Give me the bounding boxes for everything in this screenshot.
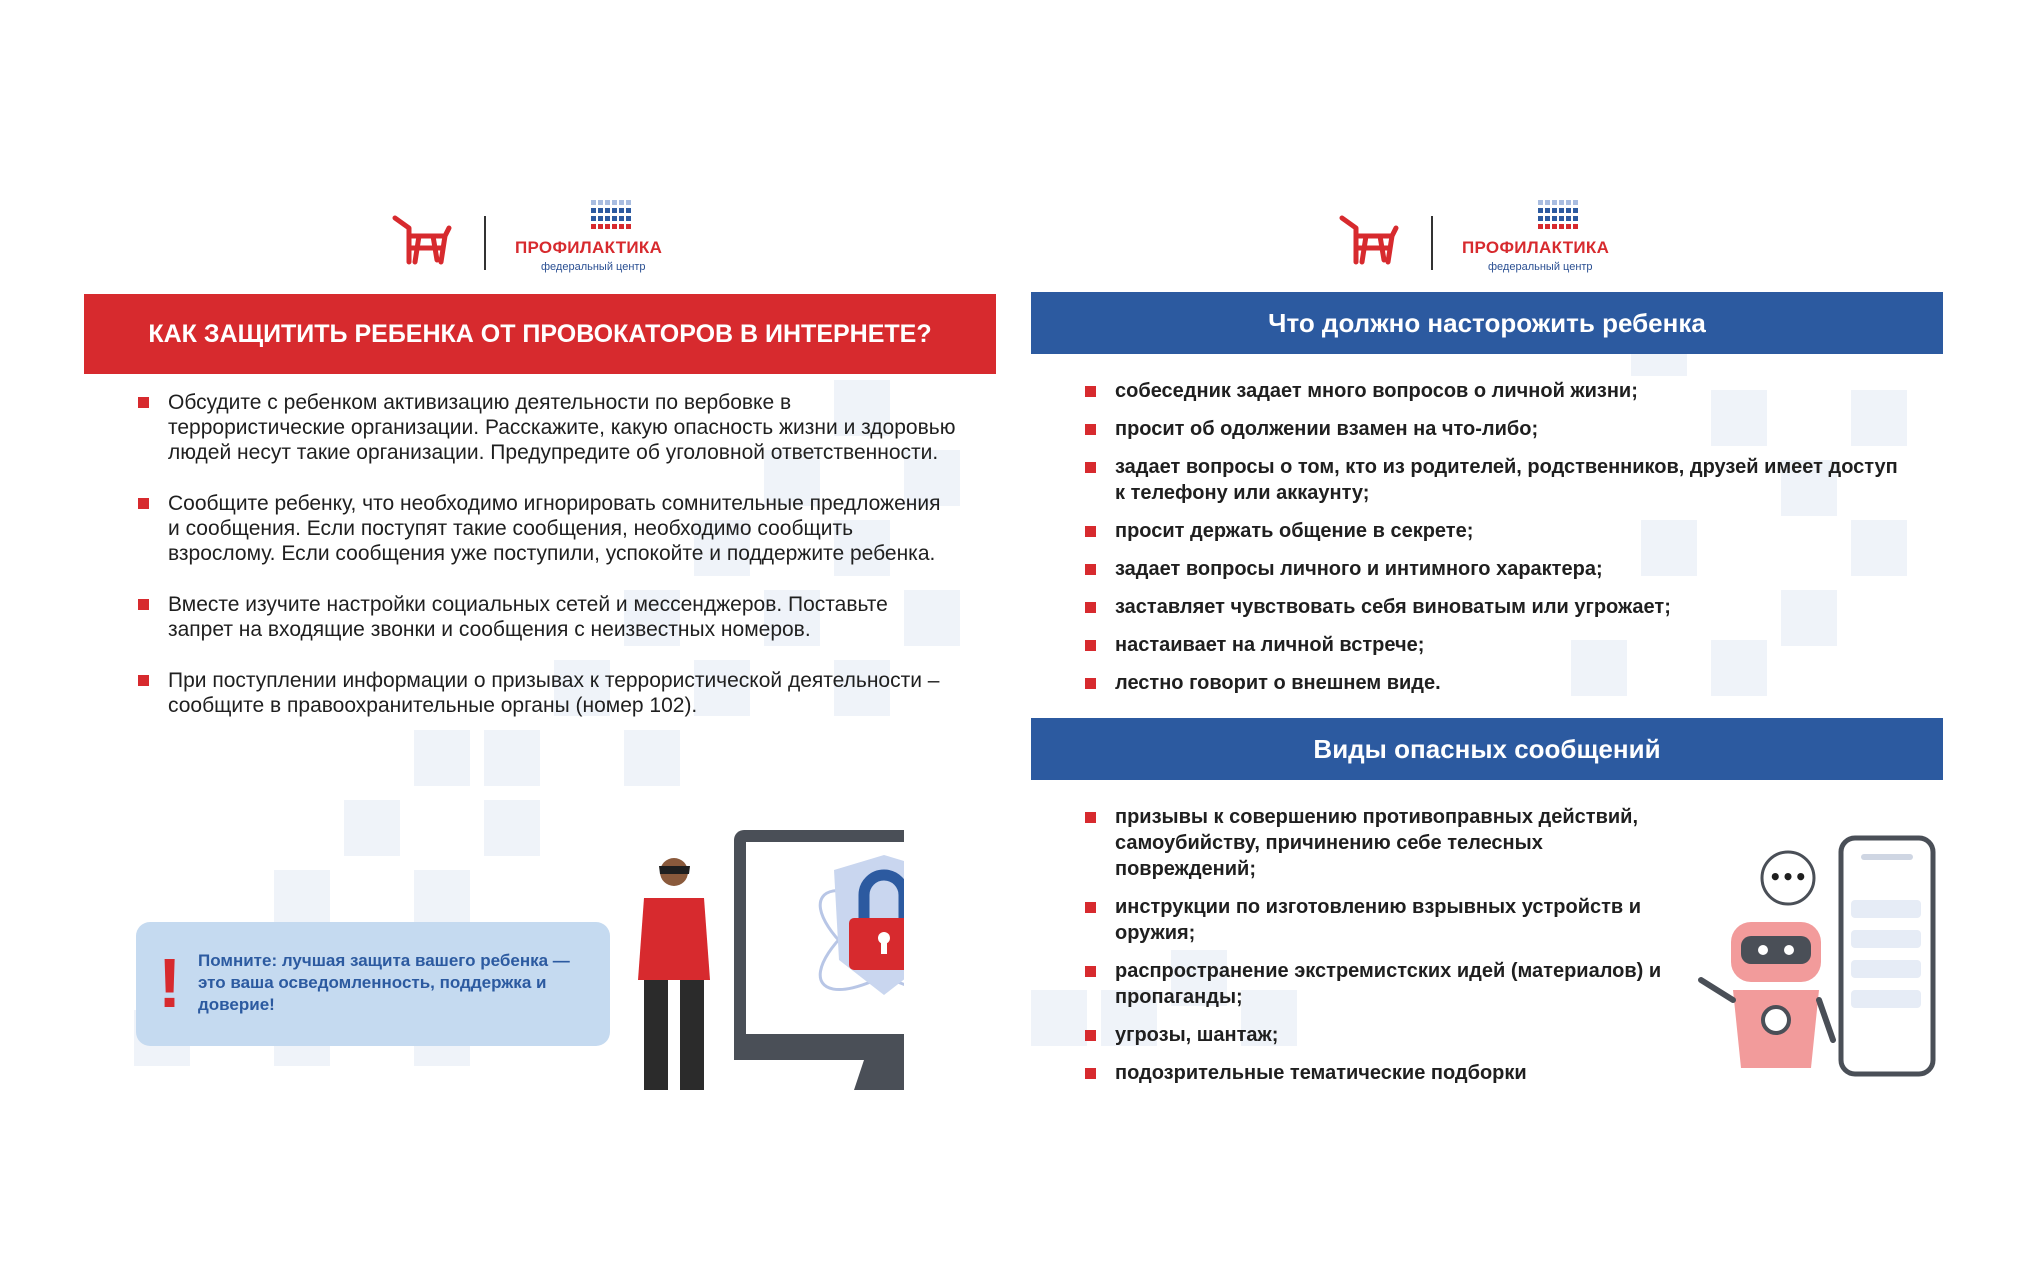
list-item: задает вопросы о том, кто из родителей, родственников, друзей имеет доступ к телефону или аккаунту; <box>1085 454 1905 506</box>
logo-divider <box>1431 216 1433 270</box>
dangerous-messages-list <box>1085 804 1665 1098</box>
bullet-icon <box>1085 812 1096 823</box>
list-item: угрозы, шантаж; <box>1085 1022 1665 1048</box>
warning-signs-list <box>1085 378 1905 708</box>
bullet-icon <box>1085 386 1096 397</box>
phone-icon <box>1841 838 1933 1074</box>
list-item: просит держать общение в секрете; <box>1085 518 1905 544</box>
logo-subtext: федеральный центр <box>541 261 646 273</box>
list-item: призывы к совершению противоправных действий, самоубийству, причинению себе телесных повреждений; <box>1085 804 1665 882</box>
advice-list <box>138 390 958 744</box>
chat-bubble-icon <box>1762 852 1814 904</box>
bullet-icon <box>138 599 149 610</box>
list-item: инструкции по изготовлению взрывных устройств и оружия; <box>1085 894 1665 946</box>
bullet-icon <box>1085 640 1096 651</box>
right-panel <box>1031 190 1943 1090</box>
page-title: КАК ЗАЩИТИТЬ РЕБЕНКА ОТ ПРОВОКАТОРОВ В ИНТЕРНЕТЕ? <box>84 294 996 374</box>
flag-grid-icon <box>591 200 631 230</box>
emblem-icon <box>1336 210 1402 270</box>
list-item: собеседник задает много вопросов о личной жизни; <box>1085 378 1905 404</box>
person-icon <box>638 858 710 1090</box>
security-illustration <box>604 820 904 1110</box>
section-title-dangerous-messages: Виды опасных сообщений <box>1031 718 1943 780</box>
bullet-icon <box>1085 564 1096 575</box>
logo-subtext: федеральный центр <box>1488 261 1593 273</box>
brand-header <box>1031 200 1943 290</box>
list-item: Сообщите ребенку, что необходимо игнорировать сомнительные предложения и сообщения. Если поступят такие сообщения, необходимо сообщить взрослому. Если сообщения уже поступили, успокойте и поддержите ребенка. <box>138 491 958 566</box>
list-item: При поступлении информации о призывах к террористической деятельности – сообщите в правоохранительные органы (номер 102). <box>138 668 958 718</box>
list-item: лестно говорит о внешнем виде. <box>1085 670 1905 696</box>
bullet-icon <box>138 397 149 408</box>
exclamation-icon: ! <box>158 944 182 1022</box>
bullet-icon <box>1085 902 1096 913</box>
bullet-icon <box>1085 602 1096 613</box>
flag-grid-icon <box>1538 200 1578 230</box>
ellipsis-icon: ••• <box>1768 865 1808 889</box>
notice-box <box>136 922 610 1046</box>
bullet-icon <box>1085 1068 1096 1079</box>
list-item: заставляет чувствовать себя виноватым или угрожает; <box>1085 594 1905 620</box>
left-panel <box>84 190 996 1090</box>
bullet-icon <box>1085 966 1096 977</box>
logo-text: ПРОФИЛАКТИКА <box>1462 238 1610 257</box>
bullet-icon <box>1085 424 1096 435</box>
bullet-icon <box>138 675 149 686</box>
bullet-icon <box>1085 1030 1096 1041</box>
list-item: подозрительные тематические подборки <box>1085 1060 1665 1086</box>
bullet-icon <box>1085 462 1096 473</box>
section-title-warning-signs: Что должно насторожить ребенка <box>1031 292 1943 354</box>
bullet-icon <box>138 498 149 509</box>
logo-text: ПРОФИЛАКТИКА <box>515 238 663 257</box>
bullet-icon <box>1085 526 1096 537</box>
list-item: просит об одолжении взамен на что-либо; <box>1085 416 1905 442</box>
list-item: распространение экстремистских идей (материалов) и пропаганды; <box>1085 958 1665 1010</box>
list-item: задает вопросы личного и интимного характера; <box>1085 556 1905 582</box>
logo-divider <box>484 216 486 270</box>
brand-header <box>84 200 996 290</box>
robot-phone-illustration <box>1671 830 1941 1090</box>
bullet-icon <box>1085 678 1096 689</box>
robot-icon <box>1701 922 1833 1068</box>
list-item: Обсудите с ребенком активизацию деятельности по вербовке в террористические организации. Расскажите, какую опасность жизни и здоровью людей несут такие организации. Предупредите об уголовной ответственности. <box>138 390 958 465</box>
notice-text: Помните: лучшая защита вашего ребенка — это ваша осведомленность, поддержка и доверие! <box>198 951 570 1014</box>
list-item: настаивает на личной встрече; <box>1085 632 1905 658</box>
list-item: Вместе изучите настройки социальных сетей и мессенджеров. Поставьте запрет на входящие звонки и сообщения с неизвестных номеров. <box>138 592 958 642</box>
emblem-icon <box>389 210 455 270</box>
